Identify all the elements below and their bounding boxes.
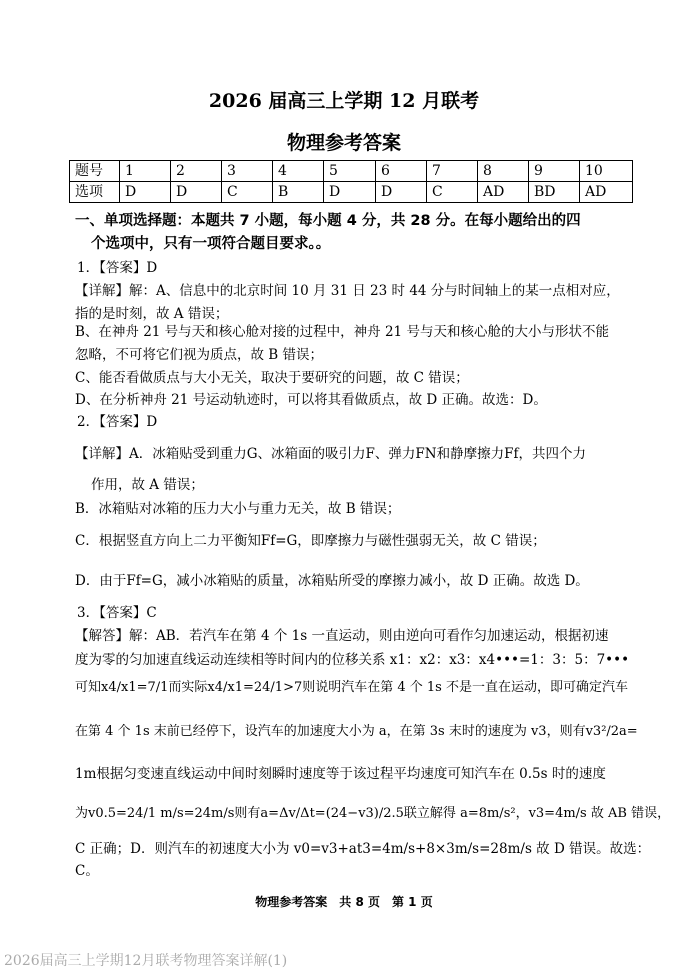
exam-title: 2026 届高三上学期 12 月联考: [208, 90, 480, 112]
watermark: 2026届高三上学期12月联考物理答案详解(1): [4, 953, 288, 969]
q2-line: B．冰箱贴对冰箱的压力大小与重力无关，故 B 错误；: [75, 501, 401, 517]
table-cell: 10: [580, 161, 633, 182]
q1-line: C、能否看做质点与大小无关，取决于要研究的问题，故 C 错误；: [75, 370, 469, 386]
q2-line: C．根据竖直方向上二力平衡知Ff=G，即摩擦力与磁性强弱无关，故 C 错误；: [75, 533, 546, 549]
table-cell: 9: [529, 161, 580, 182]
q1-line: 【详解】解：A、信息中的北京时间 10 月 31 日 23 时 44 分与时间轴上的某一点相对应，: [75, 283, 620, 299]
table-cell: AD: [580, 182, 633, 203]
row-label-answer: 选项: [70, 182, 120, 203]
q1-line: B、在神舟 21 号与天和核心舱对接的过程中，神舟 21 号与天和核心舱的大小与形状不能: [75, 324, 609, 340]
q2-line: 作用，故 A 错误；: [91, 477, 204, 493]
q1-answer: 1．【答案】D: [77, 260, 158, 276]
q3-answer: 3．【答案】C: [77, 605, 157, 621]
answer-table: [69, 160, 633, 203]
table-cell: D: [120, 182, 171, 203]
q2-line: 【详解】A．冰箱贴受到重力G、冰箱面的吸引力F、弹力FN和静摩擦力Ff，共四个力: [75, 446, 586, 462]
q3-line: C。: [75, 863, 99, 879]
table-cell: D: [324, 182, 376, 203]
q3-line-equation: 为v0.5=24/1 m/s=24m/s则有a=Δv/Δt=(24−v3)/2.5联立解得 a=8m/s²，v3=4m/s 故 AB 错误，: [75, 806, 671, 821]
table-cell: 6: [376, 161, 427, 182]
q3-line-fraction: 可知x4/x1=7/1而实际x4/x1=24/1>7则说明汽车在第 4 个 1s 不是一直在运动，即可确定汽车: [75, 680, 628, 695]
table-cell: 3: [222, 161, 273, 182]
table-cell: 2: [171, 161, 222, 182]
table-cell: AD: [478, 182, 529, 203]
row-label-number: 题号: [70, 161, 120, 182]
table-cell: 7: [427, 161, 478, 182]
q3-line: C 正确；D．则汽车的初速度大小为 v0=v3+at3=4m/s+8×3m/s=28m/s 故 D 错误。故选：: [75, 841, 651, 857]
q3-line: 1m根据匀变速直线运动中间时刻瞬时速度等于该过程平均速度可知汽车在 0.5s 时的速度: [75, 766, 606, 782]
table-cell: 1: [120, 161, 171, 182]
table-cell: C: [222, 182, 273, 203]
table-cell: B: [273, 182, 324, 203]
table-cell: D: [376, 182, 427, 203]
page-footer: 物理参考答案 共 8 页 第 1 页: [255, 895, 433, 909]
q1-line: 忽略，不可将它们视为质点，故 B 错误；: [75, 347, 324, 363]
table-cell: 4: [273, 161, 324, 182]
q2-answer: 2．【答案】D: [77, 414, 158, 430]
section-heading-cont: 个选项中，只有一项符合题目要求。。: [91, 236, 331, 252]
q2-line: D．由于Ff=G，减小冰箱贴的质量，冰箱贴所受的摩擦力减小，故 D 正确。故选 D。: [75, 573, 589, 589]
q3-line: 在第 4 个 1s 末前已经停下，设汽车的加速度大小为 a，在第 3s 末时的速度为 v3，则有v3²/2a=: [75, 724, 638, 739]
q3-line: 【解答】解：AB．若汽车在第 4 个 1s 一直运动，则由逆向可看作匀加速运动，根据初速: [75, 628, 609, 644]
answer-key-title: 物理参考答案: [286, 132, 401, 154]
q3-line: 度为零的匀加速直线运动连续相等时间内的位移关系 x1：x2：x3：x4•••=1：3：5：7•••: [75, 652, 630, 668]
table-cell: 5: [324, 161, 376, 182]
table-cell: C: [427, 182, 478, 203]
table-row-answers: [70, 182, 633, 203]
table-row-numbers: [70, 161, 633, 182]
table-cell: BD: [529, 182, 580, 203]
section-heading: 一、单项选择题：本题共 7 小题，每小题 4 分，共 28 分。在每小题给出的四: [75, 213, 581, 229]
q1-line: D、在分析神舟 21 号运动轨迹时，可以将其看做质点，故 D 正确。故选：D。: [75, 392, 547, 408]
table-cell: 8: [478, 161, 529, 182]
table-cell: D: [171, 182, 222, 203]
q1-line: 指的是时刻，故 A 错误；: [75, 306, 229, 322]
